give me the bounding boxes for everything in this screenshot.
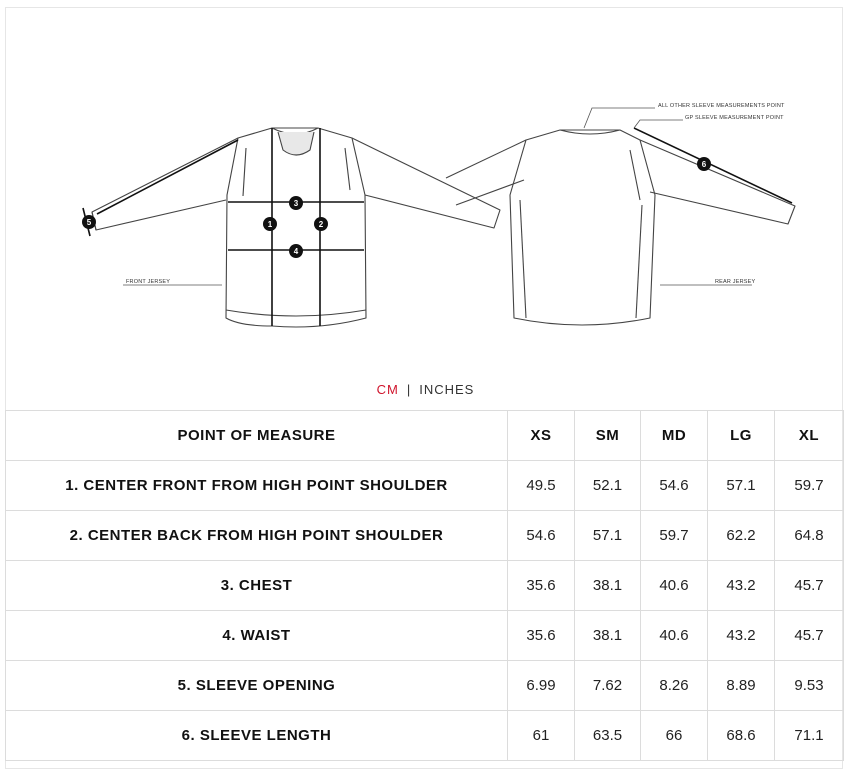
rear-jersey-drawing [446,130,795,325]
cell-value: 8.89 [708,661,775,711]
table-row [6,711,844,761]
cell-value: 35.6 [508,561,575,611]
marker-5-label: 5 [86,218,92,227]
cell-value: 62.2 [708,511,775,561]
header-point-of-measure: POINT OF MEASURE [6,411,508,461]
cell-value: 6.99 [508,661,575,711]
cell-value: 63.5 [575,711,641,761]
table-row [6,461,844,511]
jersey-measurement-diagram [5,7,843,379]
cell-value: 8.26 [641,661,708,711]
header-md: MD [641,411,708,461]
marker-3-label: 3 [293,199,299,208]
unit-toggle [0,382,851,397]
row-label: 2. CENTER BACK FROM HIGH POINT SHOULDER [6,511,508,561]
cell-value: 38.1 [575,561,641,611]
marker-6-label: 6 [701,160,707,169]
cell-value: 9.53 [775,661,844,711]
unit-cm-button[interactable]: CM [376,382,399,397]
unit-inches-button[interactable]: INCHES [419,382,475,397]
cell-value: 66 [641,711,708,761]
cell-value: 40.6 [641,611,708,661]
row-label: 4. WAIST [6,611,508,661]
cell-value: 43.2 [708,561,775,611]
cell-value: 45.7 [775,611,844,661]
callout-gp-sleeve: GP SLEEVE MEASUREMENT POINT [685,115,784,121]
table-row [6,511,844,561]
cell-value: 61 [508,711,575,761]
row-label: 5. SLEEVE OPENING [6,661,508,711]
row-label: 1. CENTER FRONT FROM HIGH POINT SHOULDER [6,461,508,511]
front-jersey-drawing [92,128,500,327]
row-label: 3. CHEST [6,561,508,611]
marker-1-label: 1 [267,220,273,229]
cell-value: 7.62 [575,661,641,711]
header-sm: SM [575,411,641,461]
cell-value: 64.8 [775,511,844,561]
unit-separator: | [406,382,412,397]
cell-value: 57.1 [708,461,775,511]
table-header-row [6,411,844,461]
cell-value: 59.7 [775,461,844,511]
header-xs: XS [508,411,575,461]
cell-value: 38.1 [575,611,641,661]
rear-jersey-label: REAR JERSEY [715,279,756,285]
cell-value: 57.1 [575,511,641,561]
cell-value: 40.6 [641,561,708,611]
header-xl: XL [775,411,844,461]
cell-value: 49.5 [508,461,575,511]
callout-all-other-sleeve: ALL OTHER SLEEVE MEASUREMENTS POINT [658,103,785,109]
marker-2-label: 2 [318,220,324,229]
marker-4-label: 4 [293,247,299,256]
cell-value: 68.6 [708,711,775,761]
table-row [6,661,844,711]
cell-value: 45.7 [775,561,844,611]
cell-value: 54.6 [641,461,708,511]
header-lg: LG [708,411,775,461]
size-chart-table [5,410,844,761]
row-label: 6. SLEEVE LENGTH [6,711,508,761]
table-row [6,561,844,611]
cell-value: 43.2 [708,611,775,661]
cell-value: 59.7 [641,511,708,561]
cell-value: 35.6 [508,611,575,661]
table-row [6,611,844,661]
front-jersey-label: FRONT JERSEY [126,279,171,285]
cell-value: 54.6 [508,511,575,561]
cell-value: 71.1 [775,711,844,761]
cell-value: 52.1 [575,461,641,511]
